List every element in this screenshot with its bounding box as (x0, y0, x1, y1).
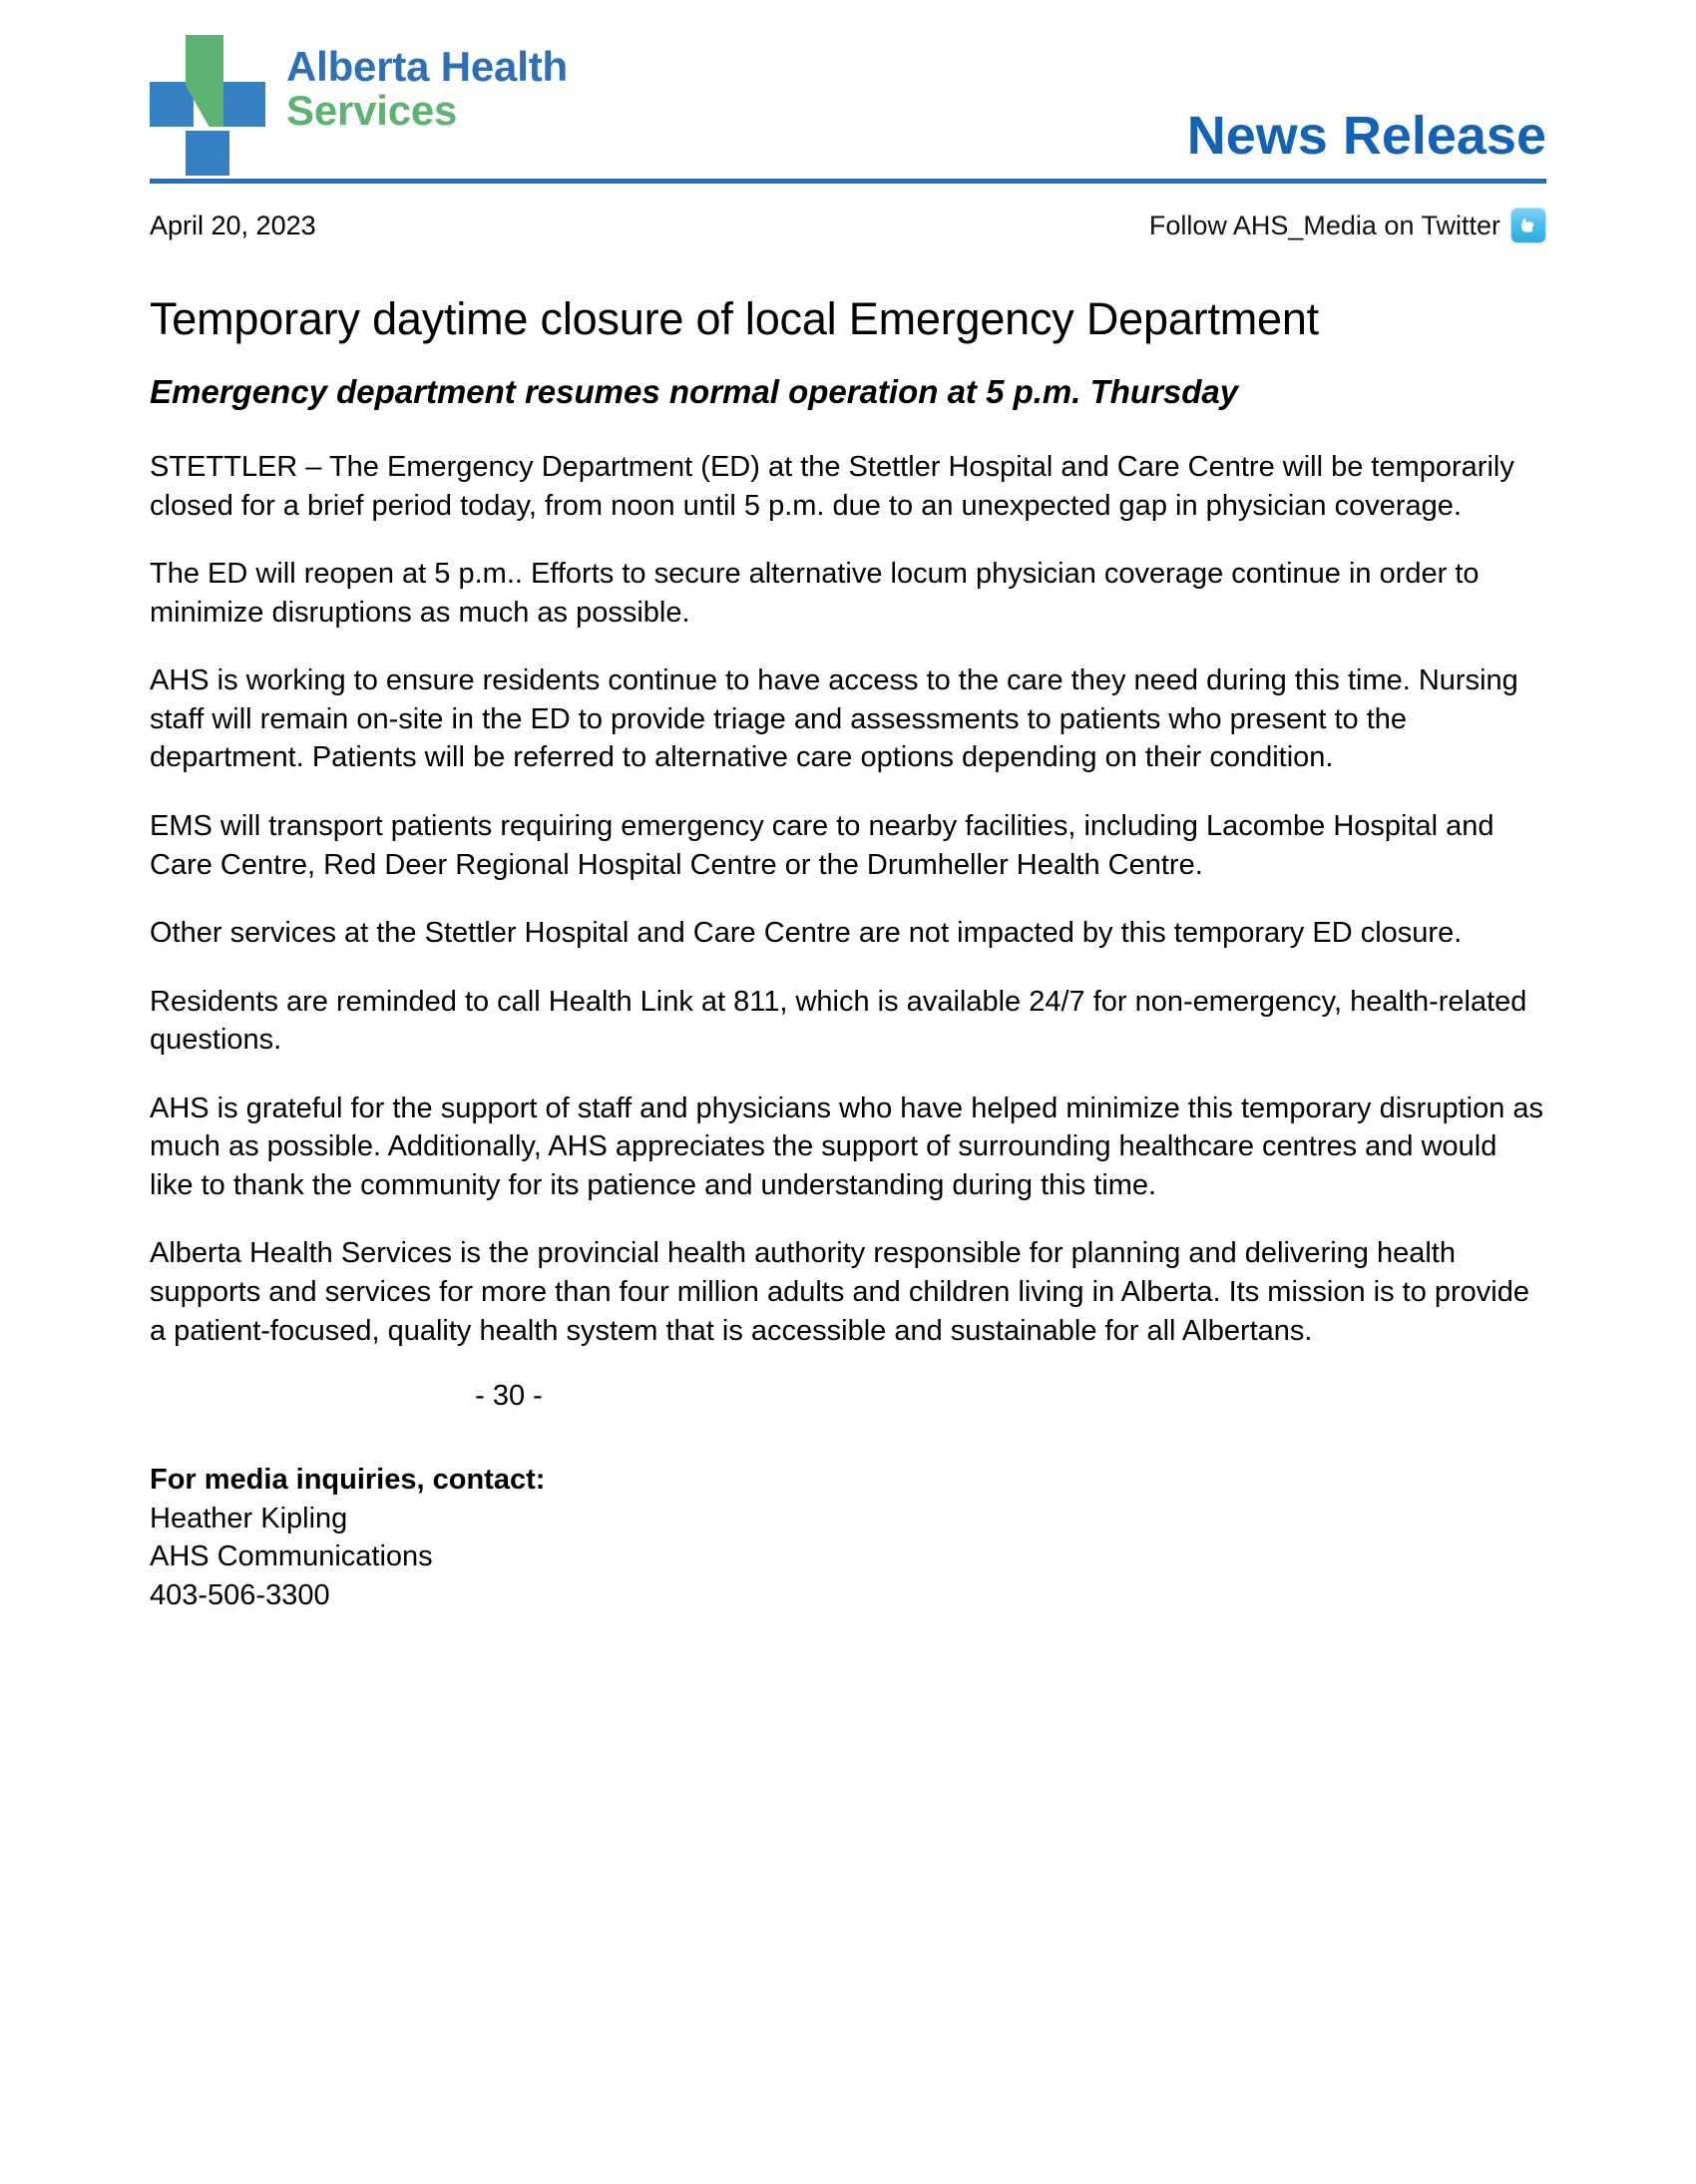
twitter-bird-icon[interactable] (1510, 208, 1546, 243)
logo-square-right-icon (221, 82, 265, 127)
logo-text-services: Services (286, 87, 458, 134)
body-paragraph: EMS will transport patients requiring emergency care to nearby facilities, including Lacombe Hospital and Care Centre, Red Deer Regional Hospital Centre or the Drumheller Health Centre. (150, 809, 1494, 881)
media-contact-block (150, 1461, 1546, 1614)
media-contact-name: Heather Kipling (150, 1502, 348, 1534)
body-paragraph: Alberta Health Services is the provincial health authority responsible for planning and delivering health supports and services for more than four million adults and children living in Alberta. Its mission is to provide a patient-focused, quality health system that is accessible and sustainable for all Albertans. (150, 1237, 1529, 1347)
body-paragraph: STETTLER – The Emergency Department (ED) at the Stettler Hospital and Care Centre will be temporarily closed for a brief period today, from noon until 5 p.m. due to an unexpected gap in physician coverage. (150, 451, 1514, 522)
article-body (150, 448, 1546, 1614)
body-paragraph: AHS is grateful for the support of staff and physicians who have helped minimize this temporary disruption as much as possible. Additionally, AHS appreciates the support of surrounding healthcare centres and would like to thank the community for its patience and understanding during this time. (150, 1092, 1544, 1201)
page-subtitle: Emergency department resumes normal operation at 5 p.m. Thursday (150, 372, 1239, 410)
body-paragraph: Residents are reminded to call Health Link at 811, which is available 24/7 for non-emergency, health-related questions. (150, 985, 1527, 1057)
end-of-release-marker: - 30 - (475, 1380, 543, 1413)
ahs-logo-wordmark (286, 43, 568, 134)
media-contact-department: AHS Communications (150, 1540, 433, 1573)
document-type-heading: News Release (1186, 106, 1546, 166)
logo-square-bottom-icon (186, 131, 229, 176)
release-date: April 20, 2023 (150, 210, 316, 240)
twitter-follow-label: Follow AHS_Media on Twitter (1148, 210, 1500, 240)
logo-text-alberta-health: Alberta Health (286, 43, 568, 91)
ahs-logo (150, 0, 568, 148)
media-contact-phone: 403-506-3300 (150, 1578, 330, 1611)
header-divider-rule (150, 179, 1546, 184)
twitter-follow[interactable] (1149, 208, 1546, 243)
meta-row (150, 208, 1546, 243)
ahs-logo-mark-icon (150, 30, 264, 148)
document-header (150, 0, 1546, 175)
media-contact-heading: For media inquiries, contact: (150, 1464, 546, 1497)
body-paragraph: AHS is working to ensure residents continue to have access to the care they need during this time. Nursing staff will remain on-site in the ED to provide triage and assessments to patients who present to the department. Patients will be referred to alternative care options depending on their condition. (150, 664, 1518, 774)
body-paragraph: Other services at the Stettler Hospital and Care Centre are not impacted by this temporary ED closure. (150, 917, 1463, 950)
body-paragraph: The ED will reopen at 5 p.m.. Efforts to secure alternative locum physician coverage continue in order to minimize disruptions as much as possible. (150, 558, 1480, 629)
page-title: Temporary daytime closure of local Emergency Department (150, 293, 1319, 344)
logo-square-left-icon (150, 82, 194, 127)
